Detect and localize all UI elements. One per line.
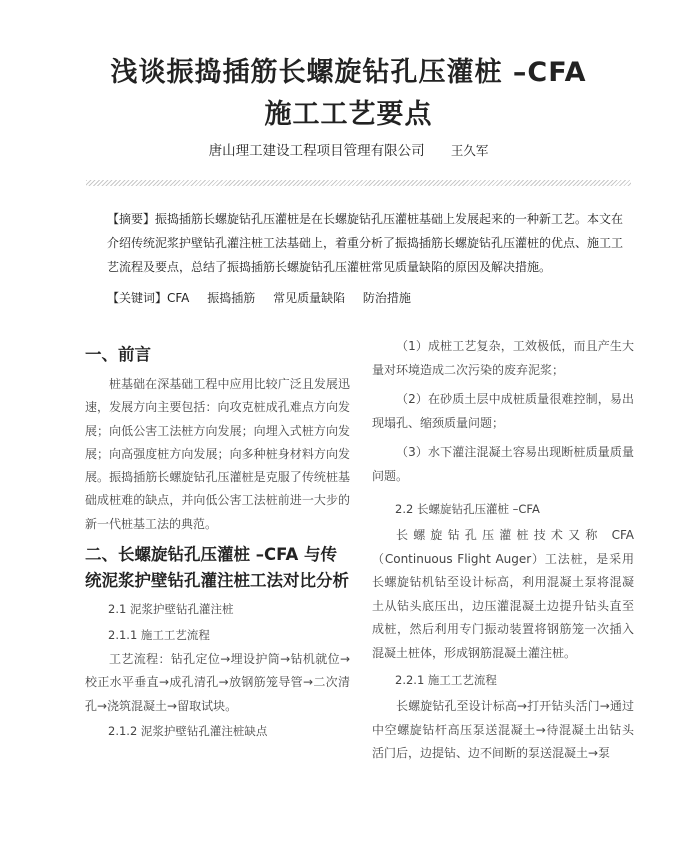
- keywords-label: 【关键词】CFA: [107, 291, 190, 305]
- left-column: [85, 335, 350, 744]
- title-line-2: 施工工艺要点: [264, 99, 433, 130]
- keyword: 防治措施: [362, 291, 411, 305]
- keyword: 振捣插筋: [207, 291, 256, 305]
- author-name: 王久军: [450, 143, 489, 158]
- abstract-text: 【摘要】振捣插筋长螺旋钻孔压灌桩是在长螺旋钻孔压灌桩基础上发展起来的一种新工艺。本文在介绍传统泥浆护壁钻孔灌注桩工法基础上，着重分析了振捣插筋长螺旋钻孔压灌桩的优点、施工工艺流程及要点，总结了振捣插筋长螺旋钻孔压灌桩常见质量缺陷的原因及解决措施。: [107, 212, 624, 274]
- section-heading: 一、前言: [85, 345, 151, 364]
- keyword: 常见质量缺陷: [273, 291, 346, 305]
- section-heading: 二、长螺旋钻孔压灌桩 –CFA 与传统泥浆护壁钻孔灌注桩工法对比分析: [85, 545, 349, 591]
- list-item: （1）成桩工艺复杂，工效极低，而且产生大量对环境造成二次污染的废弃泥浆；: [372, 339, 634, 377]
- subsection-heading: 2.1.2 泥浆护壁钻孔灌注桩缺点: [108, 723, 268, 738]
- list-item: （3）水下灌注混凝土容易出现断桩质量质量问题。: [372, 445, 634, 483]
- list-item: （2）在砂质土层中成桩质量很难控制，易出现塌孔、缩颈质量问题；: [372, 392, 634, 430]
- body-paragraph: 工艺流程：钻孔定位→埋设护筒→钻机就位→校正水平垂直→成孔清孔→放钢筋笼导管→二次清孔→浇筑混凝土→留取试块。: [85, 652, 350, 713]
- subsection-heading: 2.2 长螺旋钻孔压灌桩 –CFA: [395, 502, 540, 516]
- title-line-1: 浅谈振捣插筋长螺旋钻孔压灌桩 –CFA: [110, 57, 587, 88]
- subsection-heading: 2.1 泥浆护壁钻孔灌注桩: [108, 602, 234, 617]
- keywords-line: [107, 289, 631, 306]
- subsection-heading: 2.1.1 施工工艺流程: [108, 628, 210, 643]
- affiliation: 唐山理工建设工程项目管理有限公司: [208, 143, 425, 159]
- body-paragraph: 长螺旋钻孔至设计标高→打开钻头活门→通过中空螺旋钻杆高压泵送混凝土→待混凝土出钻头活门后，边提钻、边不间断的泵送混凝土→泵: [372, 699, 634, 760]
- body-paragraph: 长螺旋钻孔压灌桩技术又称 CFA（Continuous Flight Auger）工法桩，是采用长螺旋钻机钻至设计标高，利用混凝土泵将混凝土从钻头底压出，边压灌混凝土边提升钻头直至成桩，然后利用专门振动装置将钢筋笼一次插入混凝土桩体，形成钢筋混凝土灌注桩。: [372, 528, 634, 660]
- body-paragraph: 桩基础在深基础工程中应用比较广泛且发展迅速，发展方向主要包括：向攻克桩成孔难点方向发展；向低公害工法桩方向发展；向埋入式桩方向发展；向高强度桩方向发展；向多种桩身材料方向发展。振捣插筋长螺旋钻孔压灌桩是克服了传统桩基础成桩难的缺点，并向低公害工法桩前进一大步的新一代桩基工法的典范。: [85, 377, 350, 531]
- byline: [0, 139, 697, 159]
- right-column: [372, 335, 634, 766]
- subsection-heading: 2.2.1 施工工艺流程: [395, 673, 497, 687]
- divider: [86, 180, 631, 186]
